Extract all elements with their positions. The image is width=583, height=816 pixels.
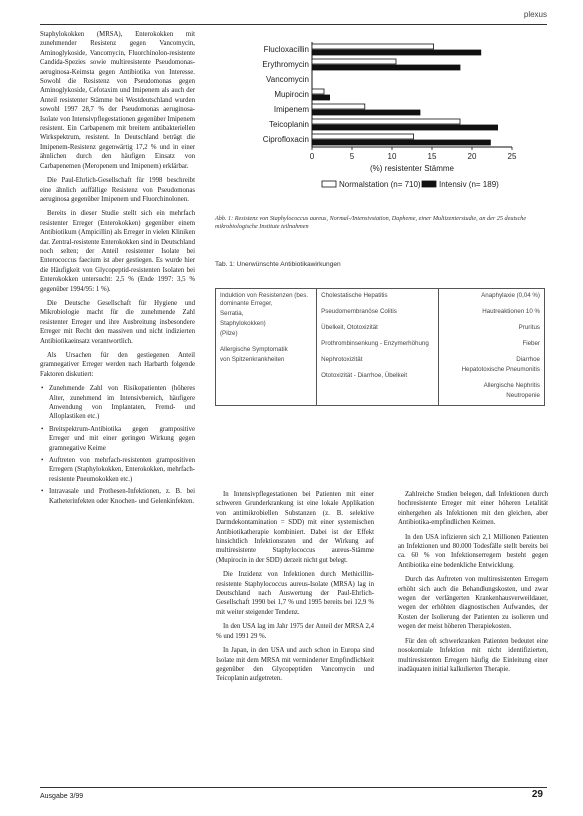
- middle-paragraph: In Intensivpflegestationen bei Patienten mit einer schweren Grunderkrankung ist eine lokale Applikation von antimikrobiellen Substanzen (z. B. selektive Darmdekontamination = SDD) mit einer systemischen Antibiotikatherapie kombiniert. Dabei ist der Effekt hinsichtlich Infektionsraten und der Wirkung auf multiresistente Staphylococcus aureus-Stämme (Mupirocin in der SDD) derzeit nicht gut belegt.: [216, 491, 374, 564]
- bar-normalstation: [312, 59, 396, 64]
- bar-intensiv: [312, 95, 330, 100]
- cell-text: Staphylokokken): [220, 320, 266, 327]
- cell-text: Pseudomembranöse Colitis: [321, 308, 397, 315]
- right-paragraph: In den USA infizieren sich 2,1 Millionen Patienten an Infektionen und 80.000 Todesfälle stellt bereits bei ca. 60 % von Infektionserregern besteht gegen Antibiotika eine bedenkliche Entwicklung.: [398, 533, 548, 569]
- cell-text: Allergische Symptomatik: [220, 346, 288, 353]
- cell-text: Nephrotoxizität: [321, 356, 363, 363]
- cell-text: Serratia,: [220, 310, 244, 317]
- cell-text: (Pilze): [220, 330, 238, 337]
- cell-text: Übelkeit, Ototoxizität: [321, 324, 378, 331]
- cell-text: Fieber: [522, 340, 540, 347]
- legend-label: Normalstation (n= 710): [339, 180, 421, 189]
- right-column: [398, 490, 548, 679]
- left-paragraph: Bereits in dieser Studie stellt sich ein mehrfach resistenter Erreger (Enterokokken) gegenüber einem Antibiotikum (Ampicillin) als Erreger in vielen Kliniken dar. Zentral-resistente Enterokokken sind in Deutschland noch selten; der Anteil resistenter Isolate bei Enterococcus faecium ist aber gestiegen. Es wurde hier die Häufigkeit von Glycopeptid-resistenten Isolaten bei Enterokokken untersucht: 2,5 % (Ende 1997: 3,5 % gegenüber 1994/95: 1 %).: [40, 210, 195, 293]
- x-tick-label: 10: [387, 152, 397, 161]
- x-tick-label: 25: [507, 152, 517, 161]
- cell-text: Ototoxizität - Diarrhoe, Übelkeit: [321, 372, 408, 379]
- left-paragraph: Die Deutsche Gesellschaft für Hygiene und Mikrobiologie macht für die zunehmende Zahl resistenter Erreger und ihre Ausbreitung insbesondere Erreger mit Recht den massiven und nicht indizierten Antibiotikaeinsatz verantwortlich.: [40, 299, 195, 345]
- category-label: Erythromycin: [262, 60, 309, 69]
- bar-normalstation: [312, 104, 365, 109]
- x-tick-label: 15: [427, 152, 437, 161]
- running-header: plexus: [523, 10, 547, 19]
- cell-text: Pruritus: [518, 324, 540, 331]
- table-cell: [216, 289, 317, 406]
- footer-rule: [40, 787, 547, 788]
- cell-text: Allergische Nephritis: [483, 382, 540, 389]
- cell-text: Diarrhoe: [516, 356, 540, 363]
- list-item: • Intravasale und Prothesen-Infektionen, z. B. bei Katheterinfekten oder Knochen- und Gelenkinfekten.: [49, 487, 195, 506]
- legend-label: Intensiv (n= 189): [439, 180, 499, 189]
- cell-text: Hautreaktionen 10 %: [482, 308, 540, 315]
- table-cell: [317, 289, 438, 406]
- list-item: • Auftreten von mehrfach-resistenten grampositiven Erregern (Staphylokokken, Enterokokken, mehrfach-resistente Pneumokokken etc.): [49, 456, 195, 484]
- bar-normalstation: [312, 89, 324, 94]
- bar-intensiv: [312, 110, 420, 115]
- legend-swatch: [422, 181, 436, 187]
- x-tick-label: 0: [309, 152, 315, 161]
- right-paragraph: Für den oft schwerkranken Patienten bedeutet eine nosokomiale Infektion mit nicht identifizierten, multiresistenten Erregern häufig die Einleitung einer inadäquaten initial kalkulierten Therapie.: [398, 637, 548, 673]
- middle-paragraph: In Japan, in den USA und auch schon in Europa sind Isolate mit dem MRSA mit verminderter Empfindlichkeit gegenüber den Glycopeptiden Vancomycin und Teicoplanin aufgetreten.: [216, 647, 374, 683]
- legend-swatch: [322, 181, 336, 187]
- resistance-chart: [215, 36, 550, 206]
- cell-text: Neutropenie: [506, 392, 540, 399]
- cell-text: Anaphylaxie (0,04 %): [481, 292, 540, 299]
- list-item: • Zunehmende Zahl von Risikopatienten (höheres Alter, zunehmend im Intensivbereich, häufigere Anwendung von Implantaten, Fremd- und Alloplastiken etc.): [49, 384, 195, 422]
- left-paragraph: Staphylokokken (MRSA), Enterokokken mit zunehmender Resistenz gegen Vancomycin, Aminoglykoside, Vancomycin, Fluorchinolon-resistente Candida-Spezies sowie multiresistente Pseudomonas-aeruginosa-Keimsta gegen Antibiotika von Interesse. Sowohl die Resistenz von Pseudomonas gegen Aminoglykoside, Cefotaxim und Imipenem als auch der Anteil resistenter Stämme bei Westdeutschland wurden sowohl 1997 28,7 % der Pseudomonas aeruginosa-Isolate von Intensivpflegestationen gegenüber Imipenem resistent. Ein Carbapenem mit breitem antibakteriellen Wirkspektrum, resistent. In Deutschland beträgt die Imipenem-Resistenz gegenwärtig 17,2 % und in einer ähnlichen durch den häufigen Einsatz von Carbapenemen (Meropenem und Imipenem) erklärbar.: [40, 31, 195, 170]
- right-paragraph: Durch das Auftreten von multiresistenten Erregern erhöht sich auch die Behandlungskosten, und zwar wegen der verlängerten Krankenhausverweildauer, wegen der erhöhten diagnostischen Aufwandes, der Kosten der Isolierung der Patienten zu isolieren und wegen der meist höheren Therapiekosten.: [398, 576, 548, 631]
- table-title: Tab. 1: Unerwünschte Antibiotikawirkungen: [215, 261, 341, 268]
- left-paragraph: Die Paul-Ehrlich-Gesellschaft für 1998 beschreibt eine ähnlich auffällige Resistenz von Pseudomonas aeruginosa gegenüber Imipenem und Fluorchinolonen.: [40, 177, 195, 203]
- figure-caption: Abb. 1: Resistenz von Staphylococcus aureus, Normal-/Intensivstation, Dapheme, einer Multizenterstudie, an der 25 deutsche mikrobiologische Institute teilnahmen: [215, 215, 527, 230]
- bar-intensiv: [312, 140, 490, 145]
- cell-text: von Spitzenkrankheiten: [220, 356, 285, 363]
- left-column: [40, 30, 195, 511]
- list-item: • Breitspektrum-Antibiotika gegen grampositive Erreger und mit einer geringen Wirkung gegen gramnegative Keime: [49, 425, 195, 453]
- x-tick-label: 20: [467, 152, 477, 161]
- cause-list: [40, 384, 195, 506]
- right-paragraph: Zahlreiche Studien belegen, daß Infektionen durch hochresistente Erreger mit einer höheren Letalität einhergehen als Infektionen mit den gleichen, aber Antibiotika-empfindlichen Keimen.: [398, 491, 548, 527]
- category-label: Teicoplanin: [268, 120, 309, 129]
- middle-paragraph: In den USA lag im Jahr 1975 der Anteil der MRSA 2,4 % und 1991 29 %.: [216, 623, 374, 640]
- side-effects-table: [215, 288, 545, 406]
- table-cell: [438, 289, 544, 406]
- x-tick-label: 5: [349, 152, 355, 161]
- bar-intensiv: [312, 50, 481, 55]
- header-rule: [40, 24, 547, 25]
- x-axis-label: (%) resistenter Stämme: [369, 164, 455, 173]
- bar-intensiv: [312, 65, 460, 70]
- cell-text: Prothrombinsenkung - Enzymerhöhung: [321, 340, 429, 347]
- bar-normalstation: [312, 119, 460, 124]
- left-paragraph: Als Ursachen für den gestiegenen Anteil gramnegativer Erreger werden nach Harbarth folgende Faktoren diskutiert:: [40, 352, 195, 378]
- middle-paragraph: Die Inzidenz von Infektionen durch Methicillin-resistente Staphylococcus aureus-Isolate (MRSA) lag in Deutschland nach Auswertung der Paul-Ehrlich-Gesellschaft 1990 bei 1,7 % und 1995 bereits bei 12,9 % mit weiter steigender Tendenz.: [216, 571, 374, 616]
- middle-column: [216, 490, 374, 689]
- page-number: 29: [531, 789, 543, 800]
- category-label: Flucloxacillin: [263, 45, 309, 54]
- issue-label: Ausgabe 3/99: [40, 793, 84, 800]
- category-label: Imipenem: [273, 105, 309, 114]
- cell-text: Cholestatische Hepatitis: [321, 292, 388, 299]
- category-label: Mupirocin: [274, 90, 309, 99]
- cell-text: Hepatotoxische Pneumonitis: [461, 366, 540, 373]
- bar-normalstation: [312, 44, 434, 49]
- chart-svg: [215, 36, 550, 206]
- bar-intensiv: [312, 125, 498, 130]
- category-label: Vancomycin: [266, 75, 309, 84]
- cell-text: Induktion von Resistenzen (bes. dominante Erreger,: [220, 292, 309, 307]
- bar-normalstation: [312, 134, 414, 139]
- category-label: Ciprofloxacin: [262, 135, 309, 144]
- table-row: [216, 289, 545, 406]
